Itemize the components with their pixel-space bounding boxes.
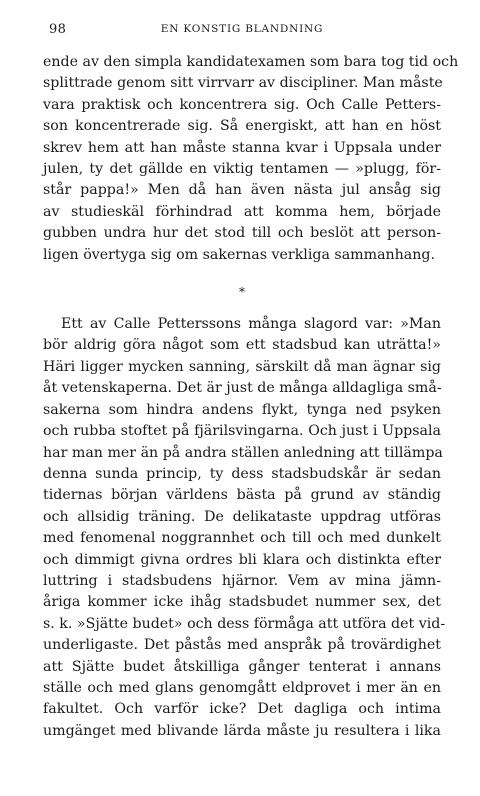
text-line: Ett av Calle Petterssons många slagord var: »Man [61, 316, 441, 333]
running-title: EN KONSTIG BLANDNING [160, 23, 324, 35]
text-line: underligaste. Det påstås med anspråk på trovärdighet [43, 637, 441, 654]
text-line: och dimmigt givna ordres bli klara och distinkta efter [43, 551, 441, 568]
text-line: ligen övertyga sig om sakernas verkliga sammanhang. [43, 246, 435, 263]
text-line: och allsidig träning. De delikataste uppdrag utföras [43, 508, 441, 525]
text-line: splittrade genom sitt virrvarr av discipliner. Man måste [43, 75, 443, 92]
text-line: fakultet. Och varför icke? Det dagliga och intima [43, 701, 441, 718]
text-line: s. k. »Sjätte budet» och dess förmåga att utföra det vid- [43, 615, 446, 632]
text-line: tidernas början världens bästa på grund av ständig [43, 487, 441, 504]
text-line: umgänget med blivande lärda måste ju resultera i lika [43, 722, 441, 739]
text-line: av studieskäl förhindrad att komma hem, började [43, 203, 441, 220]
text-line: med fenomenal noggrannhet och till och med dunkelt [43, 530, 441, 547]
text-line: ende av den simpla kandidatexamen som bara tog tid och [43, 54, 459, 70]
text-line: julen, ty det gällde en viktig tentamen — »plugg, för- [43, 161, 441, 178]
paragraph-2 [43, 314, 446, 742]
text-line: Häri ligger mycken sanning, särskilt då man ägnar sig [43, 358, 441, 375]
text-line: ställe och med glans genomgått eldprovet i mer än en [43, 679, 441, 696]
text-line: åt vetenskaperna. Det är just de många alldagliga små- [43, 380, 442, 397]
text-line: sakerna som hindra andens flykt, tynga ned psyken [43, 401, 441, 418]
text-line: har man mer än på andra ställen anledning att tillämpa [43, 444, 443, 461]
book-page [43, 22, 459, 742]
text-line: skrev hem att han måste stanna kvar i Uppsala under [43, 139, 441, 156]
text-line: luttring i stadsbudens hjärnor. Vem av mina jämn- [43, 572, 441, 589]
running-head [43, 22, 441, 44]
page-number: 98 [49, 22, 67, 37]
text-line: att Sjätte budet åtskilliga gånger tenterat i annans [43, 658, 441, 675]
paragraph-1 [43, 52, 459, 266]
text-line: denna sunda princip, ty dess stadsbudskår är sedan [43, 465, 441, 482]
section-separator: * [239, 285, 245, 300]
text-line: står pappa!» Men då han även nästa jul ansåg sig [43, 182, 441, 199]
text-line: vara praktisk och koncentrera sig. Och Calle Petters- [43, 96, 441, 113]
text-line: bör aldrig göra något som ett stadsbud kan uträtta!» [43, 337, 441, 354]
text-line: åriga kommer icke ihåg stadsbudet nummer sex, det [43, 594, 441, 611]
text-line: och rubba stoftet på fjärilsvingarna. Och just i Uppsala [43, 423, 441, 440]
text-line: son koncentrerade sig. Så energiskt, att han en höst [43, 118, 441, 135]
text-line: gubben undra hur det stod till och beslöt att person- [43, 225, 441, 242]
